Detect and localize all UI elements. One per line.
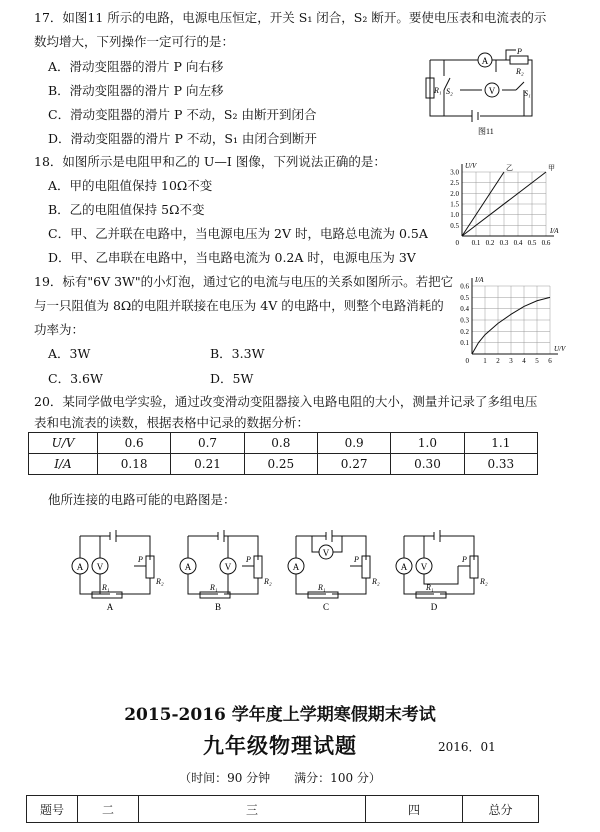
x-tick-label: 0.2 (485, 239, 495, 247)
x-tick-label: 6 (548, 357, 552, 365)
svg-text:R₁: R₁ (210, 583, 218, 592)
svg-text:R₂: R₂ (264, 577, 272, 586)
q18-option-c: C．甲、乙并联在电路中，当电源电压为 2V 时，电路总电流为 0.5A (48, 226, 428, 241)
q19-option-a: A．3W (48, 346, 91, 361)
y-tick-label: 2.5 (450, 179, 459, 188)
s1-label: S₁ (524, 89, 531, 98)
x-tick-label: 3 (509, 357, 513, 365)
table-row-header: I/A (29, 454, 98, 475)
table-cell: 0.27 (317, 454, 390, 475)
exam-subtitle: 九年级物理试题 (203, 733, 357, 758)
q20-stem-line2: 表和电流表的读数，根据表格中记录的数据分析： (34, 415, 310, 430)
slider-p-label: P (517, 47, 522, 56)
exam-date: 2016．01 (438, 740, 496, 754)
table-cell: 0.25 (244, 454, 317, 475)
x-tick-label: 2 (496, 357, 500, 365)
q18-stem: 18．如图所示是电阻甲和乙的 U—I 图像，下列说法正确的是： (34, 154, 386, 169)
q19-stem-line1: 19．标有"6V 3W"的小灯泡，通过它的电流与电压的关系如图所示。若把它 (34, 274, 454, 289)
svg-text:R₁: R₁ (426, 583, 434, 592)
ammeter-label: A (481, 56, 489, 66)
y-tick-label: 3.0 (450, 168, 459, 177)
table-row (29, 433, 538, 454)
table-row (29, 454, 538, 475)
table-cell: 0.9 (317, 433, 390, 454)
x-tick-label: 0.3 (499, 239, 509, 247)
s2-label: S₂ (446, 87, 453, 96)
svg-text:A: A (76, 562, 84, 572)
y-tick-label: 0.3 (460, 316, 469, 325)
y-axis-label: I/A (475, 276, 484, 284)
y-tick-label: 2.0 (450, 189, 459, 198)
q17-option-b: B．滑动变阻器的滑片 P 向左移 (48, 83, 224, 98)
table-cell: 0.21 (171, 454, 244, 475)
svg-text:A: A (106, 602, 114, 612)
x-tick-label: 0.5 (527, 239, 537, 247)
score-col-3: 三 (139, 796, 366, 823)
q18-option-a: A．甲的电阻值保持 10Ω不变 (48, 178, 213, 193)
table-cell: 0.33 (464, 454, 537, 475)
circuit-option-c (288, 530, 380, 612)
q17-option-a: A．滑动变阻器的滑片 P 向右移 (48, 59, 224, 74)
svg-text:B: B (214, 602, 222, 612)
table-cell: 0.18 (98, 454, 171, 475)
x-tick-label: 4 (522, 357, 526, 365)
score-col-4: 四 (366, 796, 463, 823)
score-total: 总分 (463, 796, 539, 823)
r2-label: R₂ (516, 67, 524, 76)
exam-title: 2015-2016 学年度上学期寒假期末考试 (124, 705, 436, 725)
q19-option-d: D．5W (210, 371, 254, 386)
x-axis-label: I/A (550, 227, 559, 235)
exam-meta: （时间：90 分钟 满分：100 分） (179, 771, 381, 785)
voltmeter-label: V (488, 86, 496, 96)
q19-iu-chart (450, 272, 570, 372)
q19-option-c: C．3.6W (48, 371, 103, 386)
score-col-2: 二 (78, 796, 139, 823)
q17-stem-line2: 数均增大，下列操作一定可行的是： (34, 34, 235, 49)
table-row (27, 796, 539, 823)
svg-text:P: P (462, 555, 467, 564)
svg-text:R₁: R₁ (102, 583, 110, 592)
x-tick-label: 0.1 (471, 239, 481, 247)
circuit-option-a (72, 530, 164, 612)
svg-text:A: A (292, 562, 300, 572)
q20-diagram-prompt: 他所连接的电路可能的电路图是： (48, 492, 236, 507)
table-cell: 1.0 (391, 433, 464, 454)
y-tick-label: 0.5 (450, 221, 459, 230)
table-cell: 1.1 (464, 433, 537, 454)
x-axis-label: U/V (554, 345, 566, 353)
q18-ui-chart (440, 154, 560, 254)
x-tick-label: 0.4 (513, 239, 523, 247)
svg-text:P: P (138, 555, 143, 564)
q17-circuit-diagram (420, 46, 540, 138)
origin-label: 0 (455, 239, 459, 247)
q19-option-b: B．3.3W (210, 346, 265, 361)
circuit-option-b (180, 530, 272, 612)
svg-text:V: V (96, 562, 104, 572)
circuit-option-d (396, 530, 488, 612)
score-header-label: 题号 (27, 796, 78, 823)
svg-text:P: P (354, 555, 359, 564)
table-cell: 0.7 (171, 433, 244, 454)
svg-text:D: D (430, 602, 438, 612)
svg-text:R₂: R₂ (372, 577, 380, 586)
table-cell: 0.8 (244, 433, 317, 454)
score-table (26, 795, 539, 823)
q17-stem-line1: 17．如图11 所示的电路，电源电压恒定，开关 S₁ 闭合，S₂ 断开。要使电压表和电流表的示 (34, 10, 547, 25)
q19-stem-line2: 与一只阻值为 8Ω的电阻并联接在电压为 4V 的电路中，则整个电路消耗的 (34, 298, 444, 313)
svg-text:A: A (400, 562, 408, 572)
x-tick-label: 0.6 (541, 239, 551, 247)
y-tick-label: 0.5 (460, 293, 469, 302)
y-tick-label: 0.6 (460, 282, 469, 291)
q18-option-d: D．甲、乙串联在电路中，当电路电流为 0.2A 时，电源电压为 3V (48, 250, 416, 265)
origin-label: 0 (465, 357, 469, 365)
table-row-header: U/V (29, 433, 98, 454)
series-label: 乙 (506, 164, 513, 172)
q18-option-b: B．乙的电阻值保持 5Ω不变 (48, 202, 205, 217)
svg-text:P: P (246, 555, 251, 564)
y-tick-label: 1.5 (450, 200, 459, 209)
y-tick-label: 1.0 (450, 211, 459, 220)
q19-stem-line3: 功率为： (34, 322, 85, 337)
y-tick-label: 0.4 (460, 305, 469, 314)
series-label: 甲 (548, 164, 555, 172)
table-cell: 0.6 (98, 433, 171, 454)
q20-stem-line1: 20．某同学做电学实验，通过改变滑动变阻器接入电路电阻的大小，测量并记录了多组电压 (34, 394, 538, 409)
q20-circuit-options (70, 522, 530, 614)
svg-text:R₂: R₂ (480, 577, 488, 586)
svg-text:V: V (420, 562, 428, 572)
svg-text:A: A (184, 562, 192, 572)
q20-data-table (28, 432, 538, 475)
figure-caption: 图11 (478, 127, 494, 136)
svg-text:R₁: R₁ (318, 583, 326, 592)
q17-option-c: C．滑动变阻器的滑片 P 不动，S₂ 由断开到闭合 (48, 107, 317, 122)
x-tick-label: 1 (483, 357, 487, 365)
svg-text:V: V (322, 548, 330, 558)
svg-text:V: V (224, 562, 232, 572)
y-tick-label: 0.2 (460, 327, 469, 336)
y-tick-label: 0.1 (460, 339, 469, 348)
q17-option-d: D．滑动变阻器的滑片 P 不动，S₁ 由闭合到断开 (48, 131, 317, 146)
r1-label: R₁ (434, 86, 442, 95)
x-tick-label: 5 (535, 357, 539, 365)
svg-text:R₂: R₂ (156, 577, 164, 586)
svg-text:C: C (322, 602, 330, 612)
y-axis-label: U/V (465, 162, 477, 170)
table-cell: 0.30 (391, 454, 464, 475)
